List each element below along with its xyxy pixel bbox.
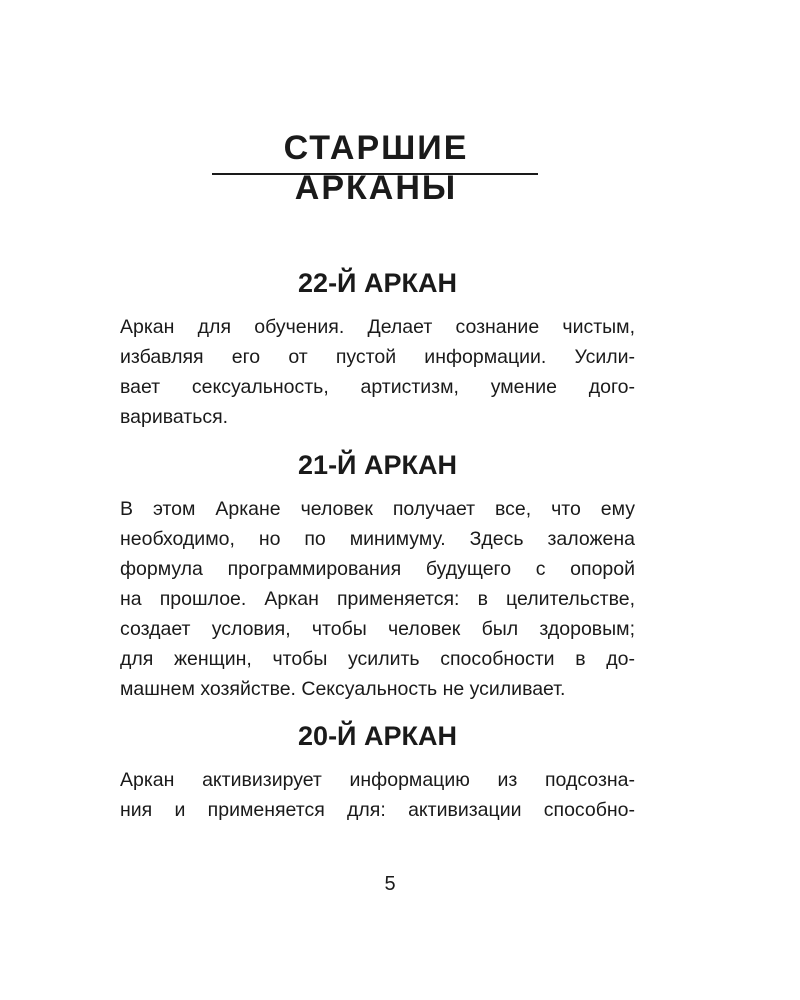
title-underline: [212, 173, 538, 175]
chapter-title: СТАРШИЕ АРКАНЫ: [283, 129, 469, 207]
section-heading: 21-Й АРКАН: [298, 450, 457, 480]
body-line: избавляя его от пустой информации. Усили-: [120, 346, 635, 368]
body-line: формула программирования будущего с опорой: [120, 558, 635, 580]
body-line: на прошлое. Аркан применяется: в целительстве,: [120, 588, 635, 610]
section-heading: 22-Й АРКАН: [298, 268, 457, 298]
body-line: необходимо, но по минимуму. Здесь заложена: [120, 528, 635, 550]
section-arcana-20: [120, 718, 635, 825]
body-line: Аркан для обучения. Делает сознание чистым,: [120, 316, 635, 338]
body-line: для женщин, чтобы усилить способности в до-: [120, 648, 635, 670]
body-line: вает сексуальность, артистизм, умение дого-: [120, 376, 635, 398]
section-body: [120, 312, 635, 432]
body-line: создает условия, чтобы человек был здоровым;: [120, 618, 635, 640]
section-arcana-21: [120, 447, 635, 704]
body-line: машнем хозяйстве. Сексуальность не усиливает.: [120, 678, 566, 700]
body-line: Аркан активизирует информацию из подсозна-: [120, 769, 635, 791]
section-heading: 20-Й АРКАН: [298, 721, 457, 751]
section-body: [120, 494, 635, 704]
body-line: ния и применяется для: активизации способно-: [120, 799, 635, 821]
section-body: [120, 765, 635, 825]
body-line: В этом Аркане человек получает все, что ему: [120, 498, 635, 520]
body-line: вариваться.: [120, 406, 229, 428]
page-number: 5: [384, 873, 396, 895]
section-arcana-22: [120, 265, 635, 432]
